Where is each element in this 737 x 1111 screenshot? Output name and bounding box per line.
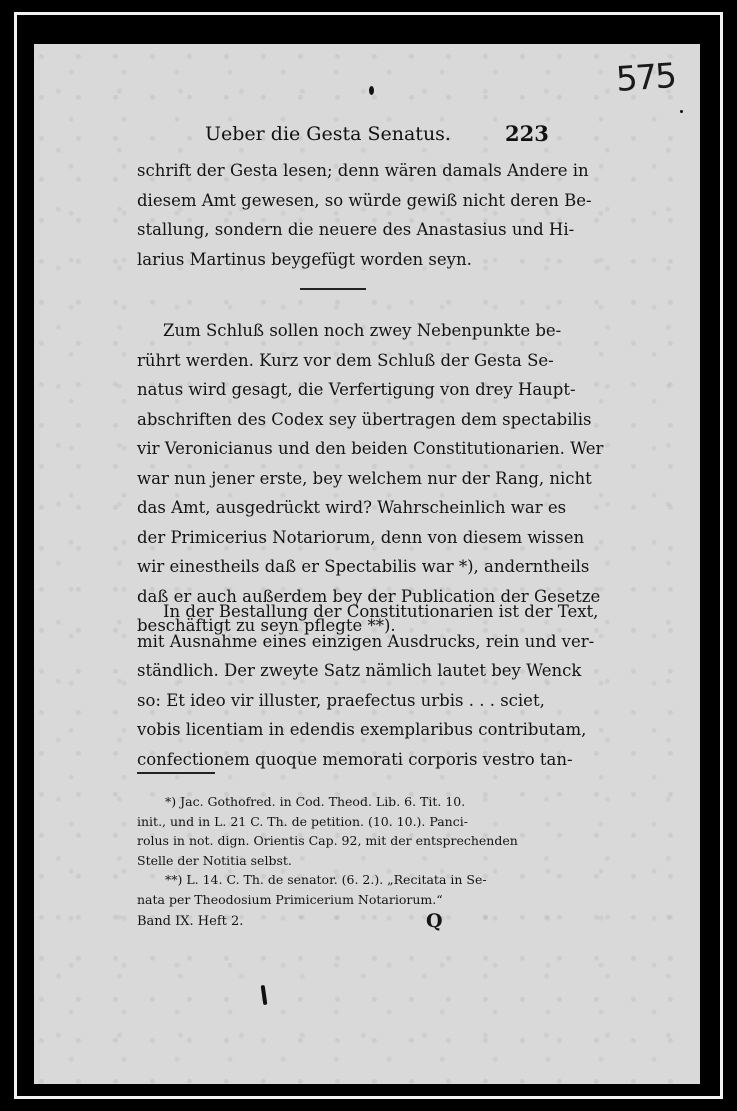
- text-line: mit Ausnahme eines einzigen Ausdrucks, rein und ver-: [137, 631, 595, 651]
- text-line: In der Bestallung der Constitutionarien ist der Text,: [163, 602, 599, 621]
- running-header: [205, 121, 549, 149]
- text-line: confectionem quoque memorati corporis vestro tan-: [137, 749, 573, 769]
- text-line: natus wird gesagt, die Verfertigung von drey Haupt-: [137, 380, 576, 399]
- text-line: ständlich. Der zweyte Satz nämlich lautet bey Wenck: [137, 661, 582, 680]
- page-number: 223: [505, 121, 549, 146]
- text-line: war nun jener erste, bey welchem nur der Rang, nicht: [137, 468, 592, 488]
- footnote-divider: [137, 772, 215, 774]
- text-line: beschäftigt zu seyn pflegte **).: [137, 616, 396, 635]
- footnote-line: Stelle der Notitia selbst.: [137, 852, 292, 868]
- ink-speck: [369, 86, 374, 95]
- text-line: das Amt, ausgedrückt wird? Wahrscheinlich war es: [137, 498, 567, 517]
- footnote-line: *) Jac. Gothofred. in Cod. Theod. Lib. 6. Tit. 10.: [165, 794, 466, 809]
- text-line: vobis licentiam in edendis exemplaribus contributam,: [137, 720, 587, 739]
- text-line: Zum Schluß sollen noch zwey Nebenpunkte be-: [163, 321, 562, 340]
- text-line: schrift der Gesta lesen; denn wären damals Andere in: [137, 161, 589, 180]
- footnote-line: **) L. 14. C. Th. de senator. (6. 2.). „Recitata in Se-: [165, 872, 487, 887]
- footnote-line: nata per Theodosium Primicerium Notariorum.“: [137, 891, 443, 907]
- footnote-line: rolus in not. dign. Orientis Cap. 92, mit der entsprechenden: [137, 833, 518, 848]
- footnotes: [137, 792, 547, 909]
- signature-volume: Band IX. Heft 2.: [137, 914, 244, 929]
- text-line: larius Martinus beygefügt worden seyn.: [137, 249, 472, 269]
- text-line: wir einestheils daß er Spectabilis war *), anderntheils: [137, 557, 590, 576]
- signature-mark: Q: [426, 910, 443, 932]
- text-line: der Primicerius Notariorum, denn von diesem wissen: [137, 527, 585, 547]
- text-line: so: Et ideo vir illuster, praefectus urbis . . . sciet,: [137, 690, 545, 710]
- text-line: diesem Amt gewesen, so würde gewiß nicht deren Be-: [137, 190, 592, 210]
- text-line: rührt werden. Kurz vor dem Schluß der Gesta Se-: [137, 350, 554, 370]
- paragraph-1: [137, 156, 592, 274]
- section-divider: [300, 288, 366, 290]
- running-title: Ueber die Gesta Senatus.: [205, 123, 451, 145]
- footnote-line: init., und in L. 21 C. Th. de petition. (10. 10.). Panci-: [137, 813, 468, 829]
- paragraph-3: [137, 597, 599, 774]
- folio-mark: 575: [614, 55, 677, 101]
- text-line: daß er auch außerdem bey der Publication der Gesetze: [137, 586, 601, 606]
- ink-speck: [680, 110, 683, 113]
- text-line: abschriften des Codex sey übertragen dem spectabilis: [137, 409, 592, 429]
- text-line: stallung, sondern die neuere des Anastasius und Hi-: [137, 220, 575, 239]
- text-line: vir Veronicianus und den beiden Constitutionarien. Wer: [137, 439, 604, 458]
